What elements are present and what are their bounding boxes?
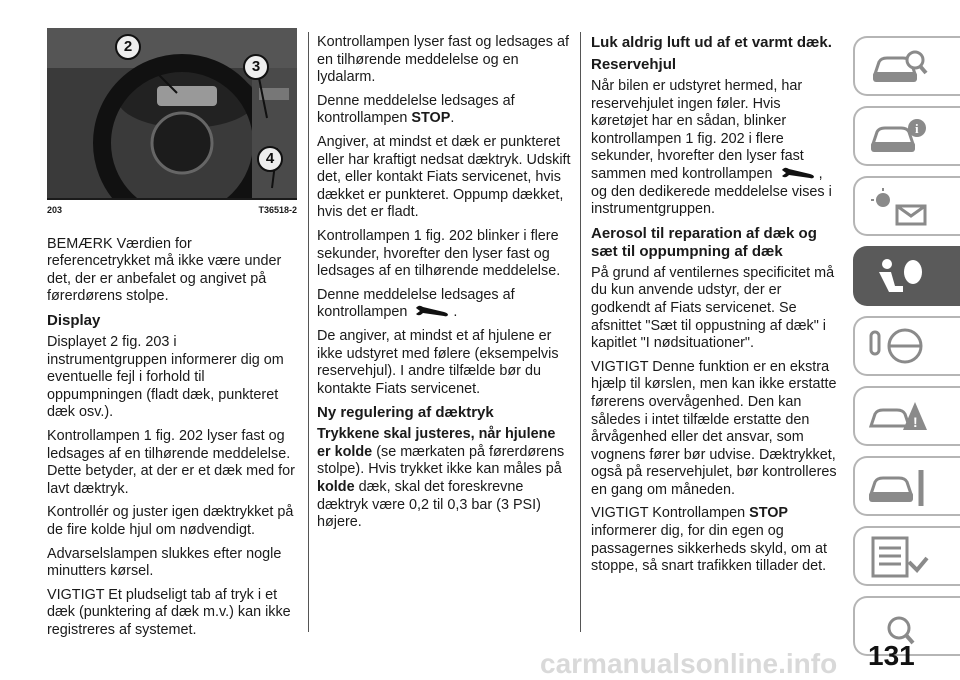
tab-car-info[interactable]: [853, 106, 960, 166]
column-right: [591, 30, 841, 582]
heading-aerosol: Aerosol til reparation af dæk og sæt til oppumpning af dæk: [591, 224, 817, 260]
paragraph: [591, 78, 841, 219]
figure-steering-wheel: [47, 28, 297, 198]
paragraph: Angiver, at mindst et dæk er punkteret eller har kraftigt nedsat dæktryk. Udskift det, eller kontakt Fiats servicenet, hvis dækket er punkteret. Oppump dækket, hvis det er fladt.: [317, 133, 571, 221]
text: (se mærkaten på førerdørens stolpe). Hvis trykket ikke kan måles på: [317, 443, 565, 478]
bold-text: kolde: [317, 479, 355, 496]
text: .: [453, 304, 458, 321]
callout-3: 3: [243, 54, 269, 80]
lights-envelope-icon: [869, 186, 929, 228]
steering-controls-icon: [869, 326, 929, 368]
tab-lights-envelope[interactable]: [853, 176, 960, 236]
tab-checklist[interactable]: [853, 526, 960, 586]
paragraph: [317, 93, 572, 128]
paragraph: VIGTIGT Denne funktion er en ekstra hjælp til kørslen, men kan ikke erstatte førerens overvågenhed. Den kan således i intet tilfælde erstatte den årvågenhed eller det ansvar, som vognens fører bør udvise. Dæktrykket, også på reservehjulet, bør kontrolleres en gang om måneden.: [591, 358, 837, 498]
heading-display: Display: [47, 311, 101, 329]
paragraph: [591, 505, 841, 575]
figure-number: 203: [47, 205, 63, 215]
svg-text:i: i: [915, 121, 919, 136]
figure-caption: [47, 198, 297, 220]
tab-seat-airbag[interactable]: [853, 246, 960, 306]
paragraph: Kontrollampen 1 fig. 202 blinker i flere sekunder, hvorefter den lyser fast og ledsages af en tilhørende meddelelse.: [317, 227, 561, 280]
text: dæk, skal det foreskrevne dæktryk være 0,2 til 0,3 bar (3 PSI) højere.: [317, 479, 541, 531]
page-number: 131: [868, 640, 915, 671]
tab-steering-controls[interactable]: [853, 316, 960, 376]
text: .: [450, 110, 455, 127]
checklist-icon: [869, 536, 929, 578]
warning-paragraph: VIGTIGT Et pludseligt tab af tryk i et dæk (punktering af dæk m.v.) kan ikke registreres af systemet.: [47, 586, 291, 638]
car-info-icon: [869, 116, 929, 158]
column-divider: [308, 32, 309, 632]
svg-text:!: !: [913, 414, 918, 430]
figure-code: T36518-2: [258, 205, 297, 215]
paragraph: Kontrollér og juster igen dæktrykket på de fire kolde hjul om nødvendigt.: [47, 504, 294, 538]
paragraph: Displayet 2 fig. 203 i instrumentgruppen informerer dig om eventuelle fejl i forhold til oppumpningen (fladt dæk, punkteret dæk osv.).: [47, 333, 284, 421]
paragraph: [317, 426, 572, 532]
paragraph: Kontrollampen lyser fast og ledsages af en tilhørende meddelelse og en lydalarm.: [317, 34, 569, 86]
text: informerer dig, for din egen og passagernes sikkerheds skyld, om at stoppe, så snart trafikken tillader det.: [591, 523, 827, 575]
paragraph: På grund af ventilernes specificitet må du kun anvende udstyr, der er godkendt af Fiats servicenet. Se afsnittet "Sæt til oppustning af dæk" i kapitlet "I nødsituationer".: [591, 264, 835, 352]
text: VIGTIGT Kontrollampen: [591, 505, 746, 522]
text: Når bilen er udstyret hermed, har reservehjulet ingen føler. Hvis køretøjet har en sådan, blinker kontrollampen 1 fig. 202 i flere sekunder, hvorefter den lyser fast sammen med kontrollampen: [591, 78, 804, 182]
paragraph: Kontrollampen 1 fig. 202 lyser fast og ledsages af en tilhørende meddelelse. Dette betyder, at der er et dæk med for lavt dæktryk.: [47, 427, 295, 497]
car-search-icon: [869, 46, 929, 88]
callout-4: 4: [257, 146, 283, 172]
column-divider: [580, 32, 581, 632]
column-left: [47, 28, 297, 645]
heading-ny-regulering: Ny regulering af dæktryk: [317, 404, 494, 422]
heading-reservehjul: Reservehjul: [591, 56, 677, 73]
chapter-tabs: [853, 36, 960, 666]
note-reference-pressure: BEMÆRK Værdien for referencetrykket må ikke være under det, der er anbefalet og angivet på førerdørens stolpe.: [47, 235, 282, 305]
seat-airbag-icon: [869, 256, 929, 298]
stop-label: STOP: [411, 110, 451, 127]
text: Denne meddelelse ledsages af kontrollampen: [317, 286, 515, 321]
heading-luk-aldrig: Luk aldrig luft ud af et varmt dæk.: [591, 34, 832, 51]
paragraph: Advarselslampen slukkes efter nogle minutters kørsel.: [47, 545, 282, 580]
wrench-icon: [414, 304, 450, 318]
wrench-icon: [780, 166, 816, 180]
tab-car-wrench[interactable]: [853, 456, 960, 516]
paragraph: De angiver, at mindst et af hjulene er ikke udstyret med følere (eksempelvis reservehjul). I andre tilfælde bør du kontakte Fiats servicenet.: [317, 327, 559, 397]
text: Denne meddelelse ledsages af kontrollampen: [317, 92, 515, 127]
tab-car-warning[interactable]: [853, 386, 960, 446]
callout-2: 2: [115, 34, 141, 60]
text: , og den dedikerede meddelelse vises i instrumentgruppen.: [591, 165, 832, 218]
column-middle: [317, 34, 572, 538]
paragraph: [317, 287, 572, 322]
bold-text: Trykkene skal justeres, når hjulene er kolde: [317, 426, 556, 460]
car-wrench-icon: [869, 466, 929, 508]
car-warning-icon: [869, 396, 929, 438]
stop-label: STOP: [749, 505, 789, 522]
watermark: carmanualsonline.info: [540, 648, 838, 679]
tab-car-search[interactable]: [853, 36, 960, 96]
